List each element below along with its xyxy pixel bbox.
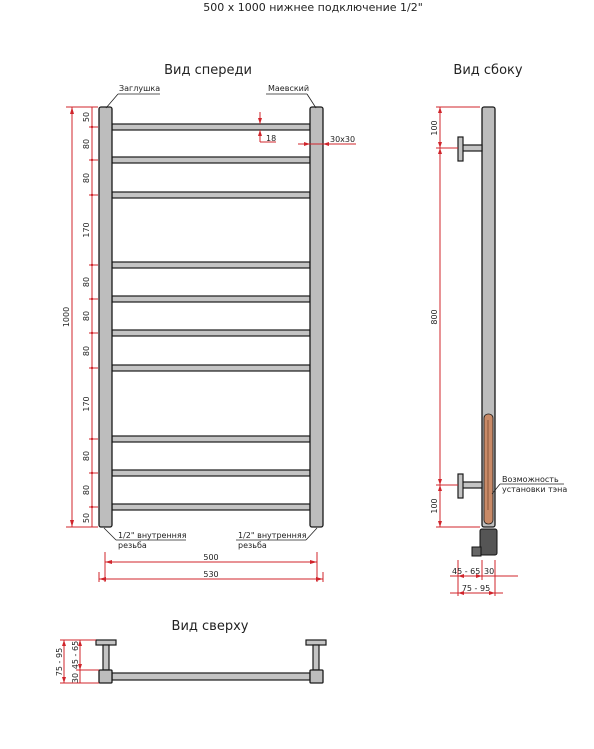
rung (112, 330, 310, 336)
rung (112, 436, 310, 442)
thread-right-line2: резьба (238, 541, 267, 550)
dim-side-total: 75 - 95 (461, 584, 491, 593)
dim-seg: 50 (82, 512, 91, 524)
bracket-arm-bottom (462, 482, 482, 488)
rung (112, 470, 310, 476)
dim-profile: 30х30 (330, 135, 356, 144)
dim-top-profile: 30 (71, 672, 80, 684)
top-wall-plate-right (306, 640, 326, 645)
side-view (458, 107, 497, 556)
top-rung (112, 673, 310, 680)
side-height-dimensions (430, 107, 480, 527)
dim-seg: 170 (82, 222, 91, 238)
dim-seg: 80 (82, 484, 91, 496)
dim-width-total: 530 (203, 570, 219, 579)
top-wall-plate-left (96, 640, 116, 645)
dim-seg: 80 (82, 310, 91, 322)
dim-seg: 80 (82, 138, 91, 150)
dim-seg: 80 (82, 345, 91, 357)
dim-seg: 80 (82, 276, 91, 288)
top-view-title: Вид сверху (171, 619, 249, 634)
front-height-dimension (62, 107, 98, 527)
thread-right-line1: 1/2" внутренняя (238, 531, 307, 540)
heater-element (484, 414, 493, 524)
top-collector-left (99, 670, 112, 683)
front-segment-dimensions (82, 107, 98, 527)
front-view-title: Вид спереди (164, 63, 252, 78)
side-depth-dimensions (450, 560, 518, 596)
dim-side-bottom: 100 (430, 498, 439, 514)
bracket-plate-bottom (458, 474, 463, 498)
dim-side-middle: 800 (430, 309, 439, 325)
front-callouts (104, 84, 317, 550)
top-arm-right (313, 645, 319, 670)
top-collector-right (310, 670, 323, 683)
front-view (99, 107, 323, 527)
thread-left-line2: резьба (118, 541, 147, 550)
width-dimensions (99, 552, 323, 582)
dim-side-offset: 45 - 65 (452, 567, 481, 576)
left-collector (99, 107, 112, 527)
heater-head (480, 529, 497, 555)
heater-label-line2: установки тэна (502, 485, 568, 494)
mayevsky-label: Маевский (268, 84, 310, 93)
dim-height-total: 1000 (62, 306, 71, 328)
drawing-title: 500 х 1000 нижнее подключение 1/2" (203, 1, 423, 14)
top-view-dimensions (55, 640, 99, 683)
dim-top-total: 75 - 95 (55, 647, 64, 677)
top-arm-left (103, 645, 109, 670)
side-view-title: Вид сбоку (453, 63, 523, 78)
plug-label: Заглушка (119, 84, 161, 93)
heater-label-line1: Возможность (502, 475, 559, 484)
rung (112, 504, 310, 510)
bracket-arm-top (462, 145, 482, 151)
dim-bar-thickness: 18 (266, 134, 277, 143)
rung (112, 365, 310, 371)
dim-side-profile: 30 (484, 567, 495, 576)
thread-left-line1: 1/2" внутренняя (118, 531, 187, 540)
dim-seg: 170 (82, 396, 91, 412)
dim-top-offset: 45 - 65 (71, 640, 80, 670)
dim-seg: 50 (82, 111, 91, 123)
dim-seg: 80 (82, 172, 91, 184)
profile-dimension (298, 135, 356, 146)
rungs (112, 124, 310, 510)
heater-plug (472, 547, 481, 556)
rung (112, 192, 310, 198)
heater-callout (492, 475, 567, 494)
rung (112, 124, 310, 130)
bracket-plate-top (458, 137, 463, 161)
right-collector (310, 107, 323, 527)
dim-side-top: 100 (430, 120, 439, 136)
dim-width-axis: 500 (203, 553, 219, 562)
rung (112, 262, 310, 268)
dim-seg: 80 (82, 450, 91, 462)
rung (112, 157, 310, 163)
rung (112, 296, 310, 302)
top-view (96, 640, 326, 683)
